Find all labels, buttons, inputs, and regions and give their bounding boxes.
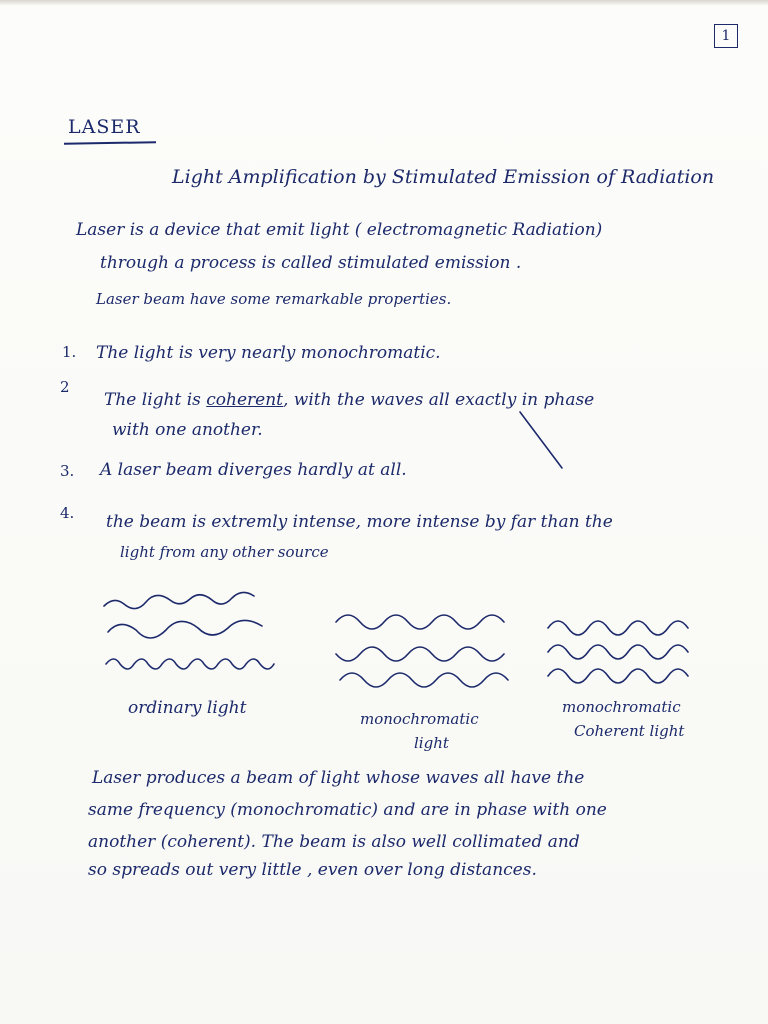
- ordinary-light-label: ordinary light: [128, 698, 247, 718]
- ordinary-light-wave-2: [108, 620, 262, 638]
- monochromatic-light-wave-2: [336, 647, 504, 661]
- property-2-text-c: , with the waves all exactly in phase: [283, 390, 595, 410]
- summary-line-3: another (coherent). The beam is also well collimated and: [88, 832, 580, 852]
- coherent-light-label-line-2: Coherent light: [574, 722, 685, 740]
- coherent-light-wave-3: [548, 669, 688, 683]
- property-1-text: The light is very nearly monochromatic.: [96, 343, 441, 363]
- monochromatic-light-wave-1: [336, 615, 504, 629]
- monochromatic-light-label-line-2: light: [414, 734, 449, 752]
- property-number-4: 4.: [60, 504, 75, 522]
- monochromatic-light-wave-3: [340, 673, 508, 687]
- coherent-light-wave-1: [548, 621, 688, 635]
- coherent-light-wave-2: [548, 645, 688, 659]
- definition-line-3: Laser beam have some remarkable properties.: [96, 290, 452, 308]
- ordinary-light-wave-3: [106, 659, 274, 669]
- summary-line-1: Laser produces a beam of light whose waves all have the: [92, 768, 585, 788]
- acronym-expansion: Light Amplification by Stimulated Emission of Radiation: [172, 166, 715, 188]
- ordinary-light-wave-1: [104, 592, 254, 608]
- summary-line-2: same frequency (monochromatic) and are in phase with one: [88, 800, 607, 820]
- property-3-text: A laser beam diverges hardly at all.: [100, 460, 407, 480]
- annotation-arrow-line: [520, 412, 562, 468]
- definition-line-1: Laser is a device that emit light ( electromagnetic Radiation): [76, 220, 603, 240]
- page-number-box: 1: [714, 24, 738, 48]
- coherent-light-label-line-1: monochromatic: [562, 698, 681, 716]
- monochromatic-light-label-line-1: monochromatic: [360, 710, 479, 728]
- property-number-1: 1.: [62, 343, 77, 361]
- property-4-text-line-2: light from any other source: [120, 543, 329, 561]
- page-title: LASER: [68, 116, 141, 138]
- property-2-text-line-2: with one another.: [112, 420, 263, 440]
- property-2-text-a: The light is: [104, 390, 207, 410]
- summary-line-4: so spreads out very little , even over long distances.: [88, 860, 537, 880]
- definition-line-2: through a process is called stimulated emission .: [100, 253, 522, 273]
- property-2-coherent-underlined: coherent: [206, 390, 283, 410]
- property-number-3: 3.: [60, 462, 75, 480]
- property-4-text: the beam is extremly intense, more intense by far than the: [106, 512, 613, 532]
- property-number-2: 2: [60, 378, 70, 396]
